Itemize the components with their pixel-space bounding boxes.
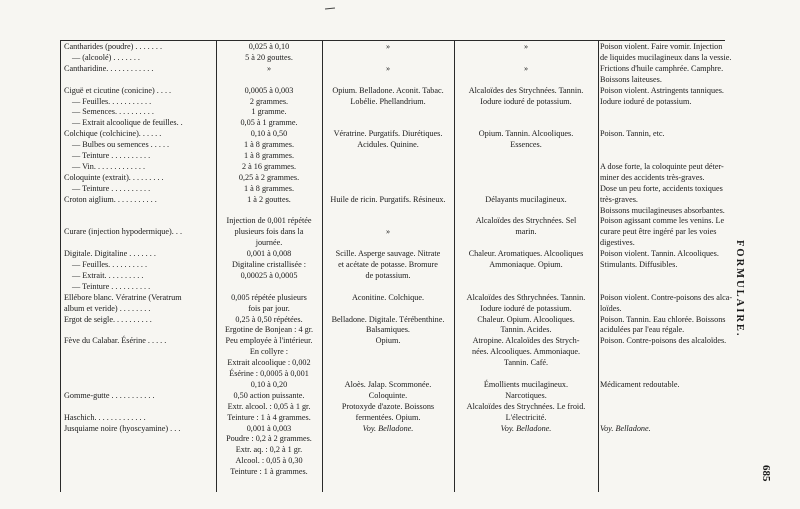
col1-cell: — Teinture . . . . . . . . . . <box>72 281 151 291</box>
col5-cell: Poison violent. Contre-poisons des alca- <box>600 292 733 302</box>
col5-cell: Poison. Tannin, etc. <box>600 129 665 139</box>
col1-cell: Ellébore blanc. Vératrine (Veratrum <box>64 292 182 302</box>
col5-cell: Poison. Tannin. Eau chlorée. Boissons <box>600 314 726 324</box>
col2-cell: 0,25 à 2 grammes. <box>238 172 300 182</box>
top-dash-mark <box>325 7 335 9</box>
col3-cell: Aloès. Jalap. Scommonée. <box>344 379 432 389</box>
col1-cell: album et veride) . . . . . . . . <box>64 303 151 313</box>
col1-cell: Curare (injection hypodermique). . . <box>64 227 182 237</box>
col2-cell: Poudre : 0,2 à 2 grammes. <box>226 434 312 444</box>
col1-cell: — Bulbes ou semences . . . . . <box>72 140 170 150</box>
col2-cell: 0,10 à 0,50 <box>250 129 288 139</box>
col3-cell: Opium. Belladone. Aconit. Tabac. <box>332 85 444 95</box>
col3-cell: Voy. Belladone. <box>362 423 414 433</box>
col5-cell: Poison violent. Faire vomir. Injection <box>600 42 723 51</box>
col2-cell: Ésérine : 0,0005 à 0,001 <box>229 369 309 378</box>
col5-cell: Boissons mucilagineuses absorbantes. <box>600 205 725 215</box>
col2-cell: Digitaline cristallisée : <box>231 260 307 269</box>
col1-cell: Colchique (colchicine). . . . . . <box>64 129 162 139</box>
col1-cell: — Extrait alcoolique de feuilles. . <box>72 118 183 128</box>
col2-cell: 1 à 8 grammes. <box>243 140 295 150</box>
col4-cell: » <box>523 42 529 51</box>
col2-cell: 0,025 à 0,10 <box>248 42 290 51</box>
col2-cell: 0,05 à 1 gramme. <box>240 118 298 128</box>
col1-cell: — Teinture . . . . . . . . . . <box>72 151 151 160</box>
col2-cell: 0,005 répétée plusieurs <box>231 292 307 302</box>
col4-cell: Essences. <box>510 140 542 150</box>
col3-cell: Balsamiques. <box>366 325 410 335</box>
column-substances <box>64 42 214 491</box>
col1-cell: — Semences. . . . . . . . . . <box>72 107 154 117</box>
col5-cell: loïdes. <box>600 303 622 313</box>
col5-cell: digestives. <box>600 238 635 248</box>
col4-cell: Narcotiques. <box>505 390 547 400</box>
col1-cell: — Feuilles. . . . . . . . . . . <box>72 96 152 106</box>
col5-cell: Médicament redoutable. <box>600 379 680 389</box>
col2-cell: Ergotine de Bonjean : 4 gr. <box>224 325 314 335</box>
col2-cell: Alcool. : 0,05 à 0,30 <box>235 456 303 466</box>
col5-cell: Stimulants. Diffusibles. <box>600 260 678 269</box>
col5-cell: Voy. Belladone. <box>600 423 651 433</box>
col1-cell: — Vin. . . . . . . . . . . . . <box>72 161 146 171</box>
col4-cell: Ammoniaque. Opium. <box>489 260 563 269</box>
col2-cell: 0,00025 à 0,0005 <box>240 270 298 280</box>
col5-cell: très-graves. <box>600 194 638 204</box>
col4-cell: marin. <box>515 227 537 237</box>
side-title: FORMULAIRE. <box>734 240 745 338</box>
col2-cell: 0,10 à 0,20 <box>250 379 288 389</box>
col2-cell: 0,001 à 0,003 <box>246 423 292 433</box>
col1-cell: — Teinture . . . . . . . . . . <box>72 183 151 193</box>
col3-cell: Huile de ricin. Purgatifs. Résineux. <box>330 194 446 204</box>
col4-cell: Alcaloïdes des Strychnées. Sel <box>475 216 577 226</box>
col2-cell: fois par jour. <box>248 303 290 313</box>
col2-cell: En collyre : <box>249 347 289 357</box>
col4-cell: Tannin. Café. <box>503 358 549 368</box>
col2-cell: 0,50 action puissante. <box>233 390 305 400</box>
col1-cell: Jusquiame noire (hyoscyamine) . . . <box>64 423 181 433</box>
col2-cell: Peu employée à l'intérieur. <box>225 336 313 346</box>
col2-cell: 2 grammes. <box>249 96 289 106</box>
col3-cell: Belladone. Digitale. Térébenthine. <box>331 314 445 324</box>
col2-cell: Injection de 0,001 répétée <box>226 216 312 226</box>
col4-cell: Atropine. Alcaloïdes des Strych- <box>472 336 580 346</box>
col3-cell: de potassium. <box>365 270 411 280</box>
column-antidotes <box>456 42 596 491</box>
col2-cell: 2 à 16 grammes. <box>241 161 297 171</box>
rule-col-2 <box>216 40 217 492</box>
col2-cell: plusieurs fois dans la <box>234 227 304 237</box>
col2-cell: Extr. aq. : 0,2 à 1 gr. <box>235 445 303 455</box>
col3-cell: Vératrine. Purgatifs. Diurétiques. <box>333 129 443 139</box>
col2-cell: » <box>266 63 272 73</box>
col3-cell: Scille. Asperge sauvage. Nitrate <box>335 249 441 259</box>
col1-cell: Coloquinte (extrait). . . . . . . . . <box>64 172 164 182</box>
col2-cell: Teinture : 1 à 4 grammes. <box>227 412 311 422</box>
col4-cell: Alcaloïdes des Strychnées. Le froid. <box>466 401 586 411</box>
col3-cell: Lobélie. Phellandrium. <box>350 96 426 106</box>
col3-cell: Protoxyde d'azote. Boissons <box>341 401 435 411</box>
col3-cell: Acidules. Quinine. <box>357 140 419 150</box>
col4-cell: Alcaloïdes des Sthrychnées. Tannin. <box>466 292 586 302</box>
col3-cell: Aconitine. Colchique. <box>351 292 425 302</box>
col5-cell: Poison violent. Tannin. Alcooliques. <box>600 249 719 259</box>
col1-cell: Digitale. Digitaline . . . . . . . <box>64 249 156 259</box>
column-doses <box>218 42 320 491</box>
col4-cell: nées. Alcooliques. Ammoniaque. <box>471 347 580 357</box>
col4-cell: » <box>523 63 529 73</box>
rule-col-3 <box>322 40 323 492</box>
rule-col-5 <box>598 40 599 492</box>
col5-cell: Poison violent. Astringents tanniques. <box>600 85 724 95</box>
col1-cell: — (alcoolé) . . . . . . . <box>72 52 140 62</box>
col4-cell: Délayants mucilagineux. <box>485 194 567 204</box>
top-rule <box>60 40 725 41</box>
col2-cell: journée. <box>255 238 283 248</box>
col3-cell: » <box>385 42 391 51</box>
col4-cell: L'électricité. <box>505 412 547 422</box>
col1-cell: Fève du Calabar. Ésérine . . . . . <box>64 336 167 346</box>
col3-cell: Coloquinte. <box>368 390 408 400</box>
col3-cell: » <box>385 63 391 73</box>
rule-left <box>60 40 61 492</box>
col4-cell: Opium. Tannin. Alcooliques. <box>478 129 574 139</box>
col4-cell: Chaleur. Aromatiques. Alcooliques <box>468 249 584 259</box>
col1-cell: Gomme-gutte . . . . . . . . . . . <box>64 390 155 400</box>
col2-cell: Extrait alcoolique : 0,002 <box>227 358 311 368</box>
col5-cell: de liquides mucilagineux dans la vessie. <box>600 52 732 62</box>
col4-cell: Alcaloïdes des Strychnées. Tannin. <box>468 85 584 95</box>
col2-cell: 1 à 8 grammes. <box>243 183 295 193</box>
col2-cell: 0,001 à 0,008 <box>246 249 292 259</box>
col4-cell: Iodure ioduré de potassium. <box>480 303 572 313</box>
col2-cell: Extr. alcool. : 0,05 à 1 gr. <box>227 401 311 411</box>
col1-cell: Croton aiglium. . . . . . . . . . . <box>64 194 157 204</box>
col1-cell: — Feuilles. . . . . . . . . . <box>72 260 148 269</box>
rule-col-4 <box>454 40 455 492</box>
col2-cell: 1 gramme. <box>251 107 287 117</box>
col2-cell: Teinture : 1 à grammes. <box>230 467 308 477</box>
col2-cell: 5 à 20 gouttes. <box>245 52 293 62</box>
col4-cell: Tannin. Acides. <box>500 325 552 335</box>
col5-cell: curare peut être ingéré par les voies <box>600 227 717 237</box>
col1-cell: Cantharidine. . . . . . . . . . . . <box>64 63 154 73</box>
col2-cell: 1 à 2 gouttes. <box>247 194 291 204</box>
col5-cell: acidulées par l'eau régale. <box>600 325 685 335</box>
col2-cell: 0,0005 à 0,003 <box>244 85 294 95</box>
col5-cell: Iodure ioduré de potassium. <box>600 96 692 106</box>
col1-cell: Ergot de seigle. . . . . . . . . . <box>64 314 152 324</box>
col3-cell: Opium. <box>375 336 401 346</box>
col4-cell: Émollients mucilagineux. <box>483 379 569 389</box>
page-number: 685 <box>760 465 772 482</box>
col5-cell: Frictions d'huile camphrée. Camphre. <box>600 63 724 73</box>
col4-cell: Iodure ioduré de potassium. <box>480 96 572 106</box>
col2-cell: 0,25 à 0,50 répétées. <box>235 314 303 324</box>
col2-cell: 1 à 8 grammes. <box>243 151 295 160</box>
col5-cell: Poison. Contre-poisons des alcaloïdes. <box>600 336 727 346</box>
col5-cell: miner des accidents très-graves. <box>600 172 705 182</box>
col5-cell: A dose forte, la coloquinte peut déter- <box>600 161 724 171</box>
col1-cell: Cantharides (poudre) . . . . . . . <box>64 42 162 51</box>
col3-cell: » <box>385 227 391 237</box>
col4-cell: Chaleur. Opium. Alcooliques. <box>477 314 575 324</box>
col3-cell: fermentées. Opium. <box>355 412 421 422</box>
column-incompatibles <box>324 42 452 491</box>
col5-cell: Poison agissant comme les venins. Le <box>600 216 725 226</box>
col1-cell: Ciguë et cicutine (conicine) . . . . <box>64 85 172 95</box>
col5-cell: Boissons laiteuses. <box>600 74 662 84</box>
col1-cell: — Extrait. . . . . . . . . . <box>72 270 144 280</box>
col4-cell: Voy. Belladone. <box>500 423 552 433</box>
col5-cell: Dose un peu forte, accidents toxiques <box>600 183 723 193</box>
col1-cell: Haschich. . . . . . . . . . . . . <box>64 412 146 422</box>
col3-cell: et acétate de potasse. Bromure <box>338 260 438 269</box>
